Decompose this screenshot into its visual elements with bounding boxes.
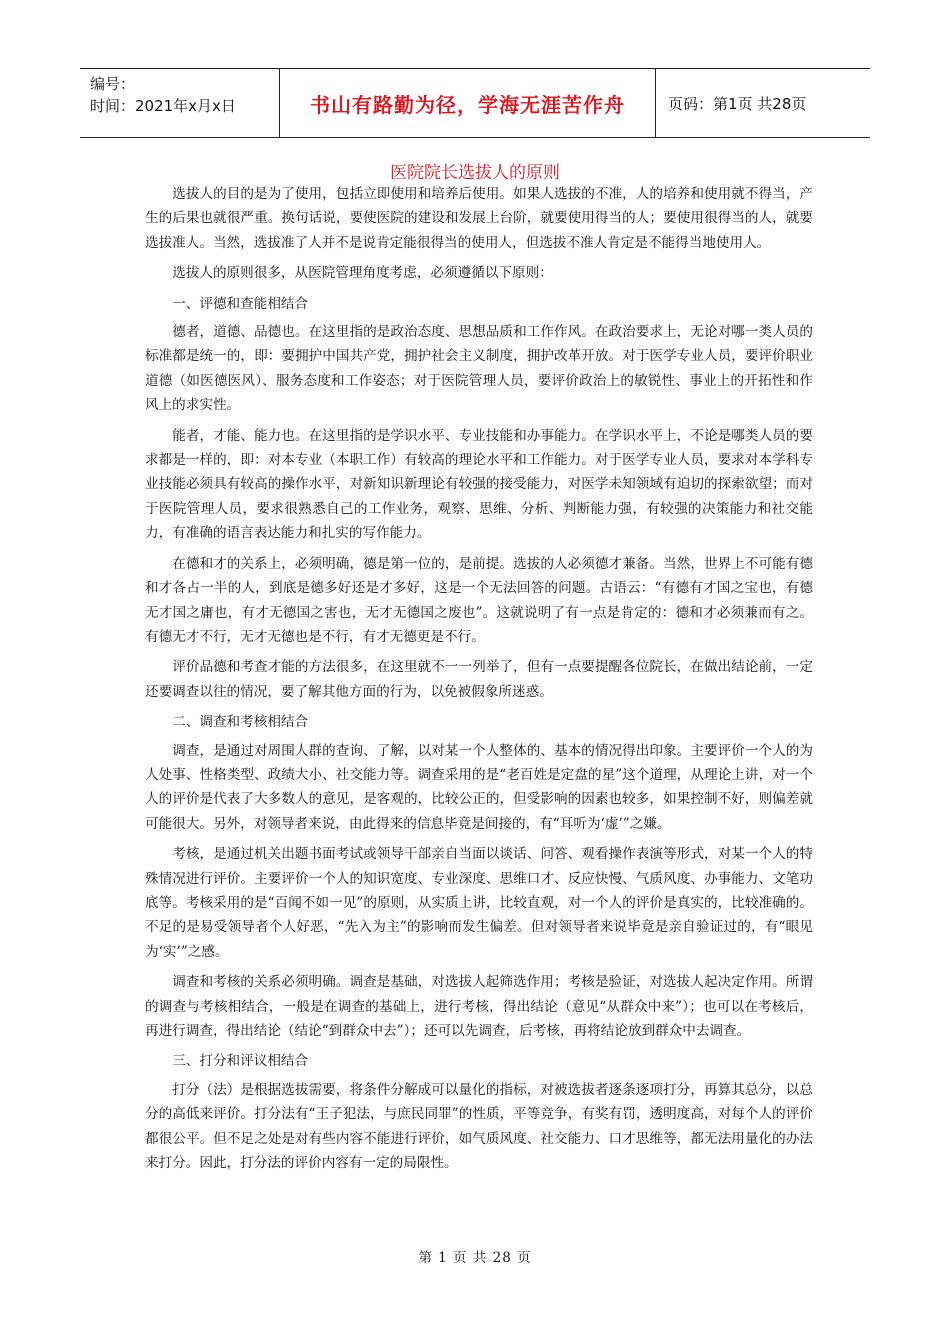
paragraph: 选拔人的原则很多，从医院管理角度考虑，必须遵循以下原则： [172, 265, 553, 282]
paragraph: 能者，才能、能力也。在这里指的是学识水平、专业技能和办事能力。在学识水平上，不论是哪类人员的要求都是一样的，即：对本专业（本职工作）有较高的理论水平和工作能力。对于医学专业人员，要求对本学科专业技能必须具有较高的操作水平，对新知识新理论有较强的接受能力，对医学未知领域有迫切的探索欲望；而对于医院管理人员，要求很熟悉自己的工作业务，观察、思维、分析、判断能力强，有较强的决策能力和社交能力，有准确的语言表达能力和扎实的写作能力。 [145, 427, 813, 542]
document-title: 医院院长选拔人的原则 [390, 163, 560, 183]
section-heading: 一、评德和查能相结合 [172, 295, 309, 312]
header-page-info: 页码：第1页 共28页 [668, 94, 807, 113]
header-motto-cell [280, 69, 656, 137]
paragraph: 在德和才的关系上，必须明确，德是第一位的，是前提。选拔的人必须德才兼备。当然，世界上不可能有德和才各占一半的人，到底是德多好还是才多好，这是一个无法回答的问题。古语云：“有德有才国之宝也，有德无才国之庸也，有才无德国之害也，无才无德国之废也”。这就说明了有一点是肯定的：德和才必须兼而有之。有德无才不行，无才无德也是不行，有才无德更是不行。 [145, 555, 813, 645]
paragraph: 打分（法）是根据选拔需要，将条件分解成可以量化的指标，对被选拔者逐条逐项打分，再算其总分，以总分的高低来评价。打分法有“王子犯法，与庶民同罪”的性质，平等竞争，有奖有罚，透明度高，对每个人的评价都很公平。但不足之处是对有些内容不能进行评价，如气质风度、社交能力、口才思维等，都无法用量化的办法来打分。因此，打分法的评价内容有一定的局限性。 [145, 1081, 813, 1172]
section-heading: 二、调查和考核相结合 [172, 714, 309, 731]
paragraph: 调查，是通过对周围人群的查询、了解，以对某一个人整体的、基本的情况得出印象。主要评价一个人的为人处事、性格类型、政绩大小、社交能力等。调查采用的是“老百姓是定盘的星”这个道理，从理论上讲，对一个人的评价是代表了大多数人的意见，是客观的，比较公正的，但受影响的因素也较多，如果控制不好，则偏差就可能很大。另外，对领导者来说，由此得来的信息毕竟是间接的，有“耳听为‘虚’”之嫌。 [145, 742, 813, 832]
number-label: 编号： [90, 75, 136, 93]
paragraph: 选拔人的目的是为了使用，包括立即使用和培养后使用。如果人选拔的不准，人的培养和使用就不得当，产生的后果也就很严重。换句话说，要使医院的建设和发展上台阶，就要使用得当的人；要使用很得当的人，就要选拔准人。当然，选拔准了人并不是说肯定能很得当的使用人，但选拔不准人肯定是不能得当地使用人。 [145, 186, 813, 251]
document-body [145, 182, 813, 1181]
motto: 书山有路勤为径，学海无涯苦作舟 [310, 92, 625, 117]
paragraph: 德者，道德、品德也。在这里指的是政治态度、思想品质和工作作风。在政治要求上，无论对哪一类人员的标准都是统一的，即：要拥护中国共产党，拥护社会主义制度，拥护改革开放。对于医学专业人员，要评价职业道德（如医德医风）、服务态度和工作姿态；对于医院管理人员，要评价政治上的敏锐性、事业上的开拓性和作风上的求实性。 [145, 324, 813, 414]
header-meta [80, 69, 280, 137]
paragraph: 调查和考核的关系必须明确。调查是基础，对选拔人起筛选作用；考核是验证，对选拔人起决定作用。所谓的调查与考核相结合，一般是在调查的基础上，进行考核，得出结论（意见“从群众中来”）；也可以在考核后，再进行调查，得出结论（结论“到群众中去”）；还可以先调查，后考核，再将结论放到群众中去调查。 [145, 974, 813, 1039]
header-table [80, 68, 870, 138]
date-label: 时间：2021年x月x日 [90, 97, 236, 115]
paragraph: 考核，是通过机关出题书面考试或领导干部亲自当面以谈话、问答、观看操作表演等形式，对某一个人的特殊情况进行评价。主要评价一个人的知识宽度、专业深度、思维口才、反应快慢、气质风度、办事能力、文笔功底等。考核采用的是“百闻不如一见”的原则，从实质上讲，比较直观，对一个人的评价是真实的，比较准确的。不足的是易受领导者个人好恶，“先入为主”的影响而发生偏差。但对领导者来说毕竟是亲自验证过的，有“眼见为‘实’”之感。 [145, 846, 813, 960]
paragraph: 评价品德和考查才能的方法很多，在这里就不一一列举了，但有一点要提醒各位院长，在做出结论前，一定还要调查以往的情况，要了解其他方面的行为，以免被假象所迷惑。 [145, 659, 813, 700]
page-footer: 第 1 页 共 28 页 [418, 1250, 532, 1266]
section-heading: 三、打分和评议相结合 [172, 1053, 309, 1070]
